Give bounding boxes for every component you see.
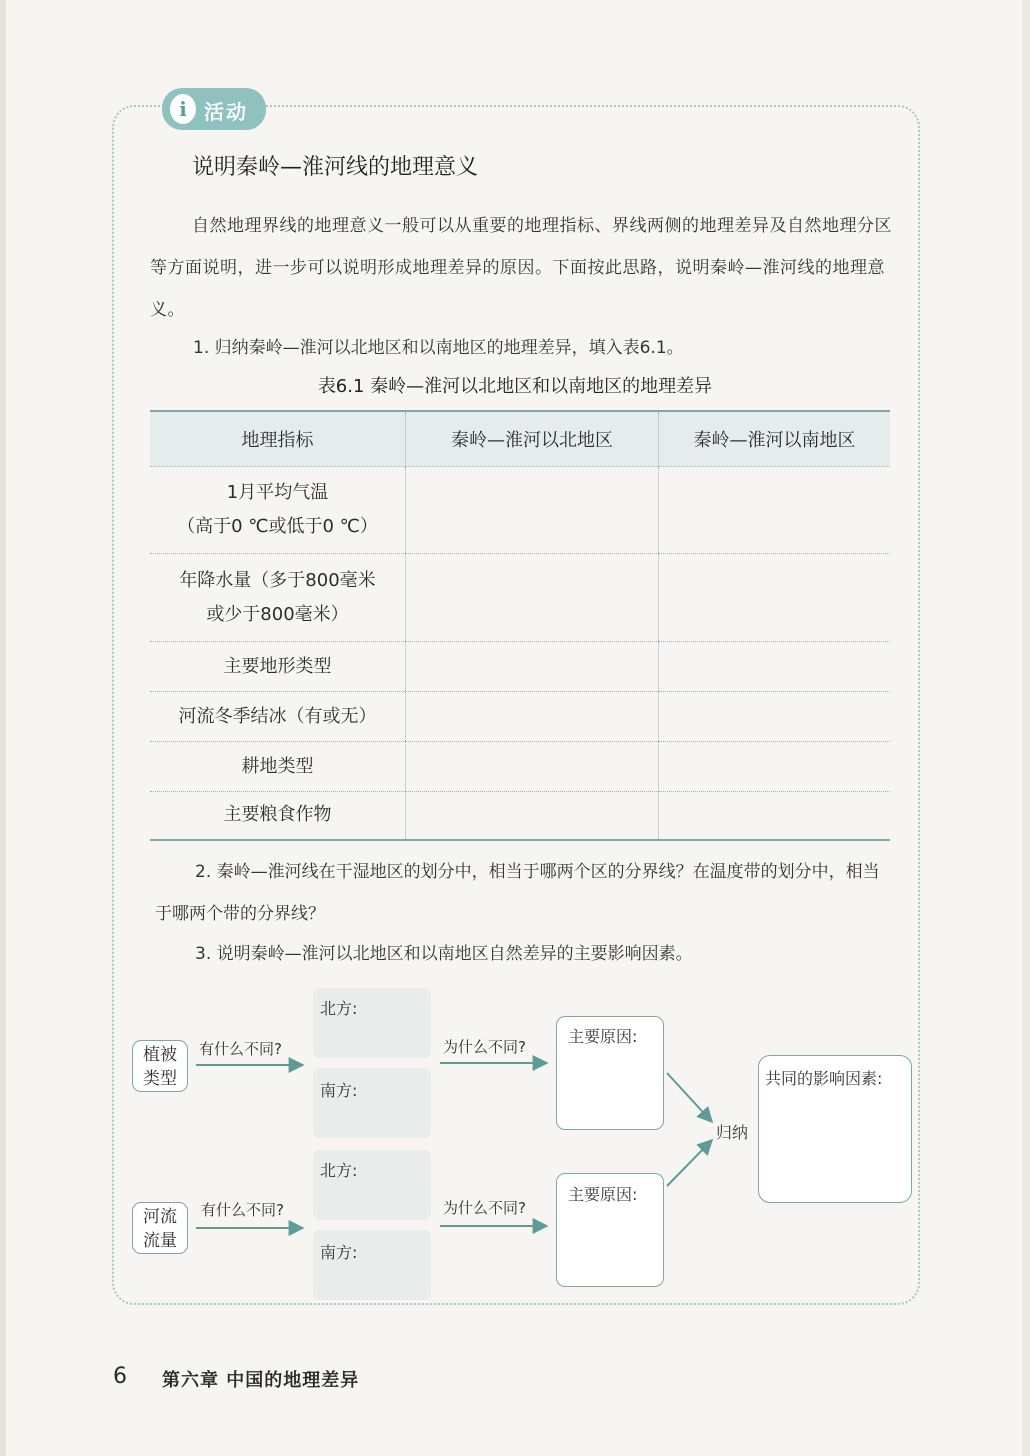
- page-number: 6: [113, 1364, 127, 1389]
- indicator-cell: 耕地类型: [150, 742, 406, 792]
- north-answer-cell[interactable]: [406, 554, 659, 642]
- north-answer-cell[interactable]: [406, 692, 659, 742]
- chapter-title: 第六章 中国的地理差异: [162, 1370, 360, 1391]
- what-diff-top: 有什么不同?: [199, 1040, 282, 1058]
- north-label-top: 北方:: [320, 999, 358, 1018]
- north-answer-cell[interactable]: [406, 642, 659, 692]
- south-answer-cell[interactable]: [659, 692, 891, 742]
- label-river-line1: 河流: [143, 1207, 177, 1227]
- label-vegetation-line2: 类型: [143, 1069, 177, 1089]
- why-diff-top: 为什么不同?: [443, 1038, 526, 1056]
- label-vegetation: [132, 1040, 188, 1092]
- activity-label: 活动: [204, 100, 248, 124]
- table-header-row: [150, 411, 890, 467]
- north-answer-cell[interactable]: [406, 742, 659, 792]
- label-river-flow: [132, 1202, 188, 1254]
- activity-badge: [162, 88, 266, 130]
- south-answer-cell[interactable]: [659, 554, 891, 642]
- summarize-label: 归纳: [716, 1123, 749, 1142]
- question-2: 2. 秦岭—淮河线在干湿地区的划分中，相当于哪两个区的分界线？在温度带的划分中，相当于哪两个带的分界线？: [155, 862, 880, 924]
- indicator-cell: 主要粮食作物: [150, 792, 406, 840]
- south-label-top: 南方:: [320, 1081, 358, 1100]
- question-3: 3. 说明秦岭—淮河以北地区和以南地区自然差异的主要影响因素。: [195, 944, 693, 964]
- indicator-line1: 年降水量（多于800毫米: [179, 569, 376, 591]
- header-south: 秦岭—淮河以南地区: [659, 411, 891, 467]
- north-answer-cell[interactable]: [406, 467, 659, 554]
- indicator-line2: （高于0 ℃或低于0 ℃）: [177, 516, 378, 537]
- table-caption: 表6.1 秦岭—淮河以北地区和以南地区的地理差异: [317, 376, 713, 397]
- reason-label-bottom: 主要原因:: [568, 1185, 638, 1204]
- table-row: [150, 742, 890, 792]
- why-diff-bottom: 为什么不同?: [443, 1199, 526, 1217]
- table-row: [150, 467, 890, 554]
- north-answer-cell[interactable]: [406, 792, 659, 840]
- question-1: 1. 归纳秦岭—淮河以北地区和以南地区的地理差异，填入表6.1。: [193, 338, 684, 358]
- indicator-cell: [150, 467, 406, 554]
- table-row: [150, 554, 890, 642]
- what-diff-bottom: 有什么不同?: [201, 1201, 284, 1219]
- indicator-line1: 1月平均气温: [226, 482, 329, 503]
- common-factor-label: 共同的影响因素:: [765, 1069, 883, 1088]
- activity-icon: i: [170, 94, 196, 124]
- south-answer-cell[interactable]: [659, 742, 891, 792]
- indicator-cell: 河流冬季结冰（有或无）: [150, 692, 406, 742]
- page-edge-right: [1022, 0, 1030, 1456]
- south-label-bottom: 南方:: [320, 1243, 358, 1262]
- north-label-bottom: 北方:: [320, 1161, 358, 1180]
- south-answer-cell[interactable]: [659, 642, 891, 692]
- south-answer-cell[interactable]: [659, 792, 891, 840]
- south-answer-cell[interactable]: [659, 467, 891, 554]
- intro-paragraph: 自然地理界线的地理意义一般可以从重要的地理指标、界线两侧的地理差异及自然地理分区等方面说明，进一步可以说明形成地理差异的原因。下面按此思路，说明秦岭—淮河线的地理意义。: [150, 216, 892, 320]
- indicator-cell: [150, 554, 406, 642]
- indicator-line2: 或少于800毫米）: [206, 603, 349, 625]
- label-river-line2: 流量: [143, 1231, 177, 1251]
- header-indicator: 地理指标: [150, 411, 406, 467]
- indicator-cell: 主要地形类型: [150, 642, 406, 692]
- page-edge-left: [0, 0, 6, 1456]
- table-row: [150, 692, 890, 742]
- label-vegetation-line1: 植被: [143, 1045, 177, 1065]
- table-row: [150, 642, 890, 692]
- geo-difference-table: [150, 410, 890, 841]
- activity-title: 说明秦岭—淮河线的地理意义: [192, 155, 479, 180]
- reason-label-top: 主要原因:: [568, 1027, 638, 1046]
- header-north: 秦岭—淮河以北地区: [406, 411, 659, 467]
- table-row: [150, 792, 890, 840]
